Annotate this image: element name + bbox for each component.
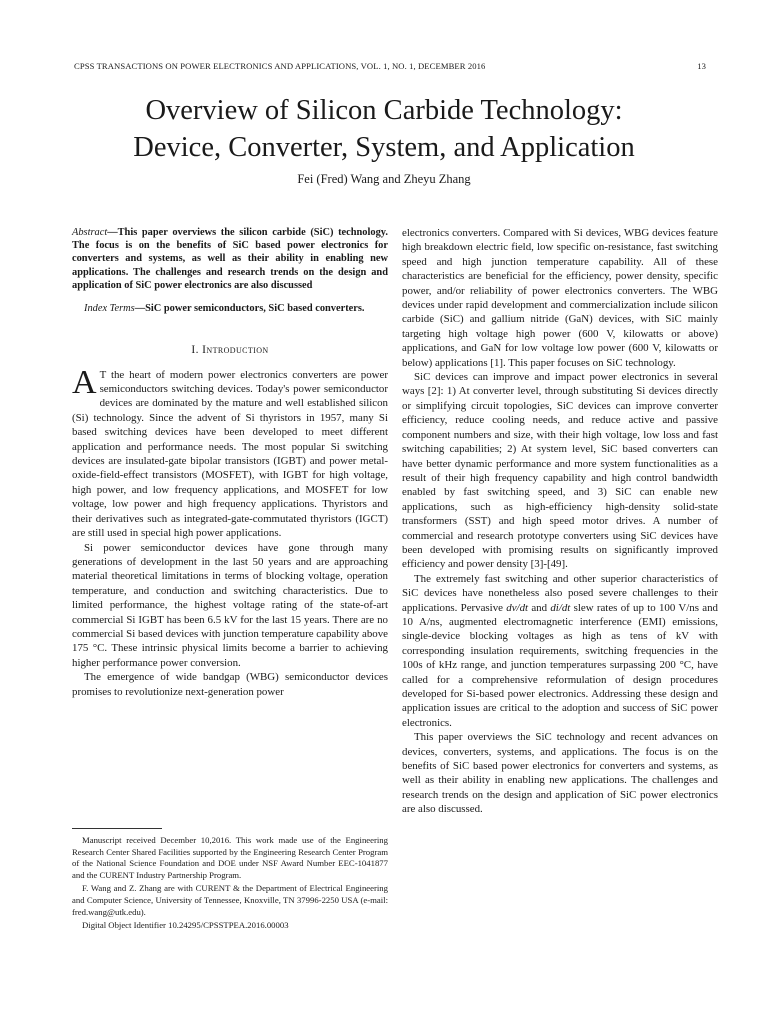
intro-paragraph-2: Si power semiconductor devices have gone through many generations of development in the last 50 years and are approaching material theoretical limitations in terms of blocking voltage, operation temperature, and conduction and switching characteristics. Due to limited performance, the highest voltage rating of the state-of-art commercial Si IGBT has been 6.5 kV for the last 15 years. There are no commercial Si based devices with junction temperature capability above 175 °C. These intrinsic physical limits become a barrier to achieving higher performance power conversion. bbox=[72, 541, 388, 669]
right-column bbox=[402, 226, 718, 817]
drop-cap: A bbox=[72, 363, 97, 401]
right-paragraph-3-start: The extremely fast switching and other superior characteristics of SiC devices have nonetheless also posed severe challenges to their applications. Pervasive bbox=[402, 572, 718, 614]
intro-paragraph-1 bbox=[72, 363, 388, 541]
paper-title bbox=[60, 92, 708, 166]
footnote-manuscript: Manuscript received December 10,2016. This work made use of the Engineering Research Center Shared Facilities supported by the Engineering Research Center Program of the National Science Foundation and DOE under NSF Award Number EEC-1041877 and the CURENT Industry Partnership Program. bbox=[72, 835, 388, 880]
right-paragraph-2: SiC devices can improve and impact power electronics in several ways [2]: 1) At converter level, through substituting Si devices directly or simplifying circuit topologies, SiC devices can improve converter efficiency, reduce cooling needs, and reduce active and passive component numbers and size, with their high voltage, low loss and fast switching capabilities; 2) At system level, SiC based converters can have better dynamic performance and more system functionalities as a result of their high frequency capability and high control bandwidth enabled by fast switching speed, and 3) SiC can enable new applications, such as high-efficiency high-density solid-state transformers (SST) and high speed motor drives. A number of commercial and research prototype converters using SiC devices have been developed with promising results on significantly improved efficiency and power density [3]-[49]. bbox=[402, 371, 718, 571]
right-paragraph-4: This paper overviews the SiC technology and recent advances on devices, converters, systems, and applications. The focus is on the benefits of SiC based power electronics for converters and systems, as well as their ability in enabling new applications. The challenges and research trends on the design and application of SiC power electronics are also discussed. bbox=[402, 731, 718, 816]
dvdt-term: dv/dt bbox=[506, 601, 529, 614]
abstract-text: —This paper overviews the silicon carbide (SiC) technology. The focus is on the benefits of SiC based power electronics for converters and systems, as well as their ability in enabling new applications. The challenges and research trends on the design and application of SiC power electronics are also discussed bbox=[72, 227, 388, 291]
index-terms-text: —SiC power semiconductors, SiC based converters. bbox=[134, 303, 365, 315]
and-word: and bbox=[528, 601, 551, 614]
title-line-1: Overview of Silicon Carbide Technology: bbox=[145, 95, 623, 126]
didt-term: di/dt bbox=[550, 601, 571, 614]
abstract bbox=[72, 226, 388, 292]
right-paragraph-1: electronics converters. Compared with Si devices, WBG devices feature high breakdown electric field, low specific on-resistance, fast switching speed and high junction temperature capability. All of these characteristics are beneficial for the efficiency, power density, specific power, and/or reliability of power electronics converters. The WBG devices under rapid development and commercialization include silicon carbide (SiC) and gallium nitride (GaN) devices, with SiC mainly targeting high voltage high power (600 V, kilowatts or above) applications, and GaN for low voltage low power (600 V, kilowatts or below) applications [1]. This paper focuses on SiC technology. bbox=[402, 227, 718, 369]
right-paragraph-3-rest: slew rates of up to 100 V/ns and 10 A/ns, augmented electromagnetic interference (EMI) emissions, single-device blocking voltages as high as tens of kV with corresponding insulation requirements, switching frequencies in the 100s of kHz range, and junction temperatures surpassing 200 °C, have called for a comprehensive reformulation of design procedures developed for Si-based power electronics. Addressing these design and application issues are critical to the adoption and success of SiC power electronics. bbox=[402, 601, 718, 729]
index-terms-label: Index Terms bbox=[84, 303, 135, 315]
title-line-2: Device, Converter, System, and Application bbox=[133, 132, 635, 163]
intro-paragraph-3: The emergence of wide bandgap (WBG) semiconductor devices promises to revolutionize next-generation power bbox=[72, 671, 388, 698]
authors: Fei (Fred) Wang and Zheyu Zhang bbox=[297, 172, 471, 186]
running-header bbox=[74, 61, 706, 71]
footnote-rule bbox=[72, 828, 162, 829]
abstract-label: Abstract bbox=[72, 227, 108, 238]
footnote-doi: Digital Object Identifier 10.24295/CPSSTPEA.2016.00003 bbox=[82, 920, 289, 931]
page-number: 13 bbox=[697, 61, 706, 71]
right-paragraph-3 bbox=[402, 572, 718, 730]
footnotes bbox=[72, 828, 388, 932]
intro-paragraph-1-text: T the heart of modern power electronics converters are power semiconductors switching devices. Today's power semiconductor devices are dominated by the mature and well established silicon (Si) technology. Since the advent of Si thyristors in 1957, many Si based switching devices have been developed to meet different application and performance needs. The most popular Si switching devices are insulated-gate bipolar transistors (IGBT) and power metal-oxide-field-effect transistors (MOSFET), with IGBT for high voltage, high power, and low frequency applications, and MOSFET for low voltage, low power and high frequency applications. Thyristors and their derivatives such as integrated-gate-commutated thyristors (IGCT) are still used in special high power applications. bbox=[72, 368, 388, 540]
footnote-affiliation: F. Wang and Z. Zhang are with CURENT & the Department of Electrical Engineering and Computer Science, University of Tennessee, Knoxville, TN 37996-2250 USA (e-mail: fred.wang@utk.edu). bbox=[72, 883, 388, 917]
index-terms bbox=[72, 302, 388, 315]
left-column bbox=[72, 226, 388, 699]
section-heading-introduction: I. Introduction bbox=[191, 344, 269, 357]
journal-name: CPSS TRANSACTIONS ON POWER ELECTRONICS AND APPLICATIONS, VOL. 1, NO. 1, DECEMBER 2016 bbox=[74, 61, 486, 71]
